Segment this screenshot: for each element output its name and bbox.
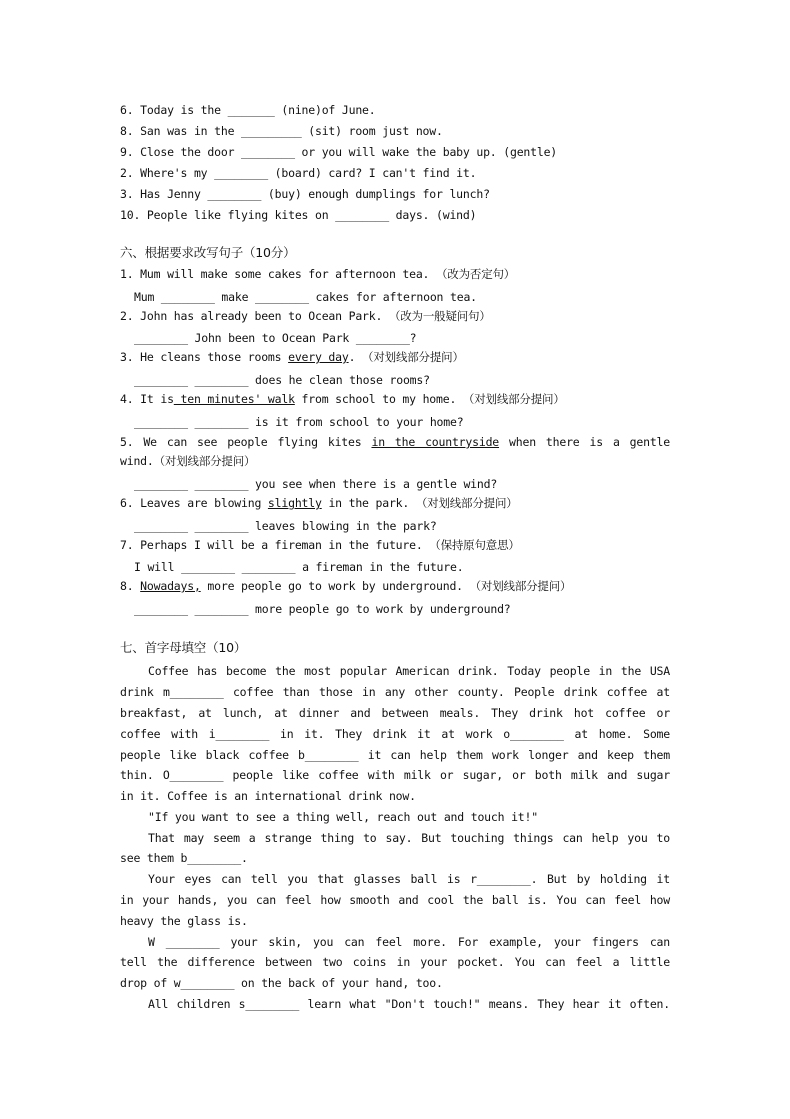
passage-line: thin. O________ people like coffee with milk or sugar, or both milk and sugar — [120, 768, 670, 782]
s6-q8 — [120, 579, 571, 593]
s6-q6-pre: 6. Leaves are blowing — [120, 496, 268, 510]
passage-line: see them b________. — [120, 851, 248, 865]
s6-q3-pre: 3. He cleans those rooms — [120, 350, 289, 364]
section-7-title: 七、首字母填空（10） — [120, 640, 247, 655]
s6-q3 — [120, 350, 464, 364]
fill-word-item-3: 9. Close the door ________ or you will wake the baby up. (gentle) — [120, 145, 558, 159]
fill-word-item-5: 3. Has Jenny ________ (buy) enough dumplings for lunch? — [120, 187, 490, 201]
passage-line: Your eyes can tell you that glasses ball is r________. But by holding it — [148, 872, 670, 886]
fill-word-item-6: 10. People like flying kites on ________ days. (wind) — [120, 208, 477, 222]
fill-word-item-4: 2. Where's my ________ (board) card? I can't find it. — [120, 166, 477, 180]
fill-word-item-2: 8. San was in the _________ (sit) room just now. — [120, 124, 443, 138]
s6-q5-underlined: in the countryside — [371, 435, 500, 449]
s6-q5-pre: 5. We can see people flying kites — [120, 435, 372, 449]
passage-line: coffee with i________ in it. They drink it at work o________ at home. Some — [120, 727, 670, 741]
passage-line: That may seem a strange thing to say. But touching things can help you to — [148, 831, 670, 845]
s6-q5-answer: ________ ________ you see when there is a gentle wind? — [134, 477, 498, 491]
s6-q6-answer: ________ ________ leaves blowing in the park? — [134, 519, 437, 533]
s6-q4-post: from school to my home. （对划线部分提问） — [294, 392, 565, 406]
s6-q4 — [120, 392, 565, 406]
s6-q5-continued: wind.（对划线部分提问） — [120, 454, 256, 468]
passage-line: All children s________ learn what "Don't touch!" means. They hear it often. — [148, 997, 670, 1011]
s6-q1-answer: Mum ________ make ________ cakes for afternoon tea. — [134, 290, 477, 304]
passage-line: heavy the glass is. — [120, 914, 248, 928]
s6-q7-answer: I will ________ ________ a fireman in the future. — [134, 560, 464, 574]
s6-q6-underlined: slightly — [267, 496, 322, 510]
s6-q2-answer: ________ John been to Ocean Park ________? — [134, 331, 417, 345]
passage-line: Coffee has become the most popular American drink. Today people in the USA — [148, 664, 670, 678]
s6-q7: 7. Perhaps I will be a fireman in the future. （保持原句意思） — [120, 538, 520, 552]
s6-q1: 1. Mum will make some cakes for afternoon tea. （改为否定句） — [120, 267, 516, 281]
s6-q6-post: in the park. （对划线部分提问） — [321, 496, 518, 510]
s6-q8-pre: 8. — [120, 579, 141, 593]
s6-q3-post: . （对划线部分提问） — [348, 350, 464, 364]
s6-q4-underlined: ten minutes' walk — [173, 392, 295, 406]
s6-q3-answer: ________ ________ does he clean those rooms? — [134, 373, 430, 387]
s6-q4-pre: 4. It is — [120, 392, 174, 406]
s6-q8-underlined: Nowadays, — [140, 579, 201, 593]
s6-q5 — [120, 435, 670, 449]
s6-q8-answer: ________ ________ more people go to work by underground? — [134, 602, 511, 616]
passage-line: drink m________ coffee than those in any other county. People drink coffee at — [120, 685, 670, 699]
passage-line: drop of w________ on the back of your hand, too. — [120, 976, 443, 990]
passage-line: "If you want to see a thing well, reach out and touch it!" — [148, 810, 538, 824]
s6-q6 — [120, 496, 518, 510]
section-6-title: 六、根据要求改写句子（10分） — [120, 245, 296, 260]
passage-line: people like black coffee b________ it can help them work longer and keep them — [120, 748, 670, 762]
passage-line: W ________ your skin, you can feel more. For example, your fingers can — [148, 935, 670, 949]
s6-q4-answer: ________ ________ is it from school to your home? — [134, 415, 464, 429]
s6-q5-post: when there is a gentle — [499, 435, 670, 449]
s6-q8-post: more people go to work by underground. （对划线部分提问） — [200, 579, 572, 593]
passage-line: tell the difference between two coins in your pocket. You can feel a little — [120, 955, 670, 969]
fill-word-item-1: 6. Today is the _______ (nine)of June. — [120, 103, 376, 117]
s6-q3-underlined: every day — [288, 350, 349, 364]
passage-line: breakfast, at lunch, at dinner and between meals. They drink hot coffee or — [120, 706, 670, 720]
passage-line: in your hands, you can feel how smooth and cool the ball is. You can feel how — [120, 893, 670, 907]
passage-line: in it. Coffee is an international drink now. — [120, 789, 416, 803]
s6-q2: 2. John has already been to Ocean Park. （改为一般疑问句） — [120, 309, 491, 323]
